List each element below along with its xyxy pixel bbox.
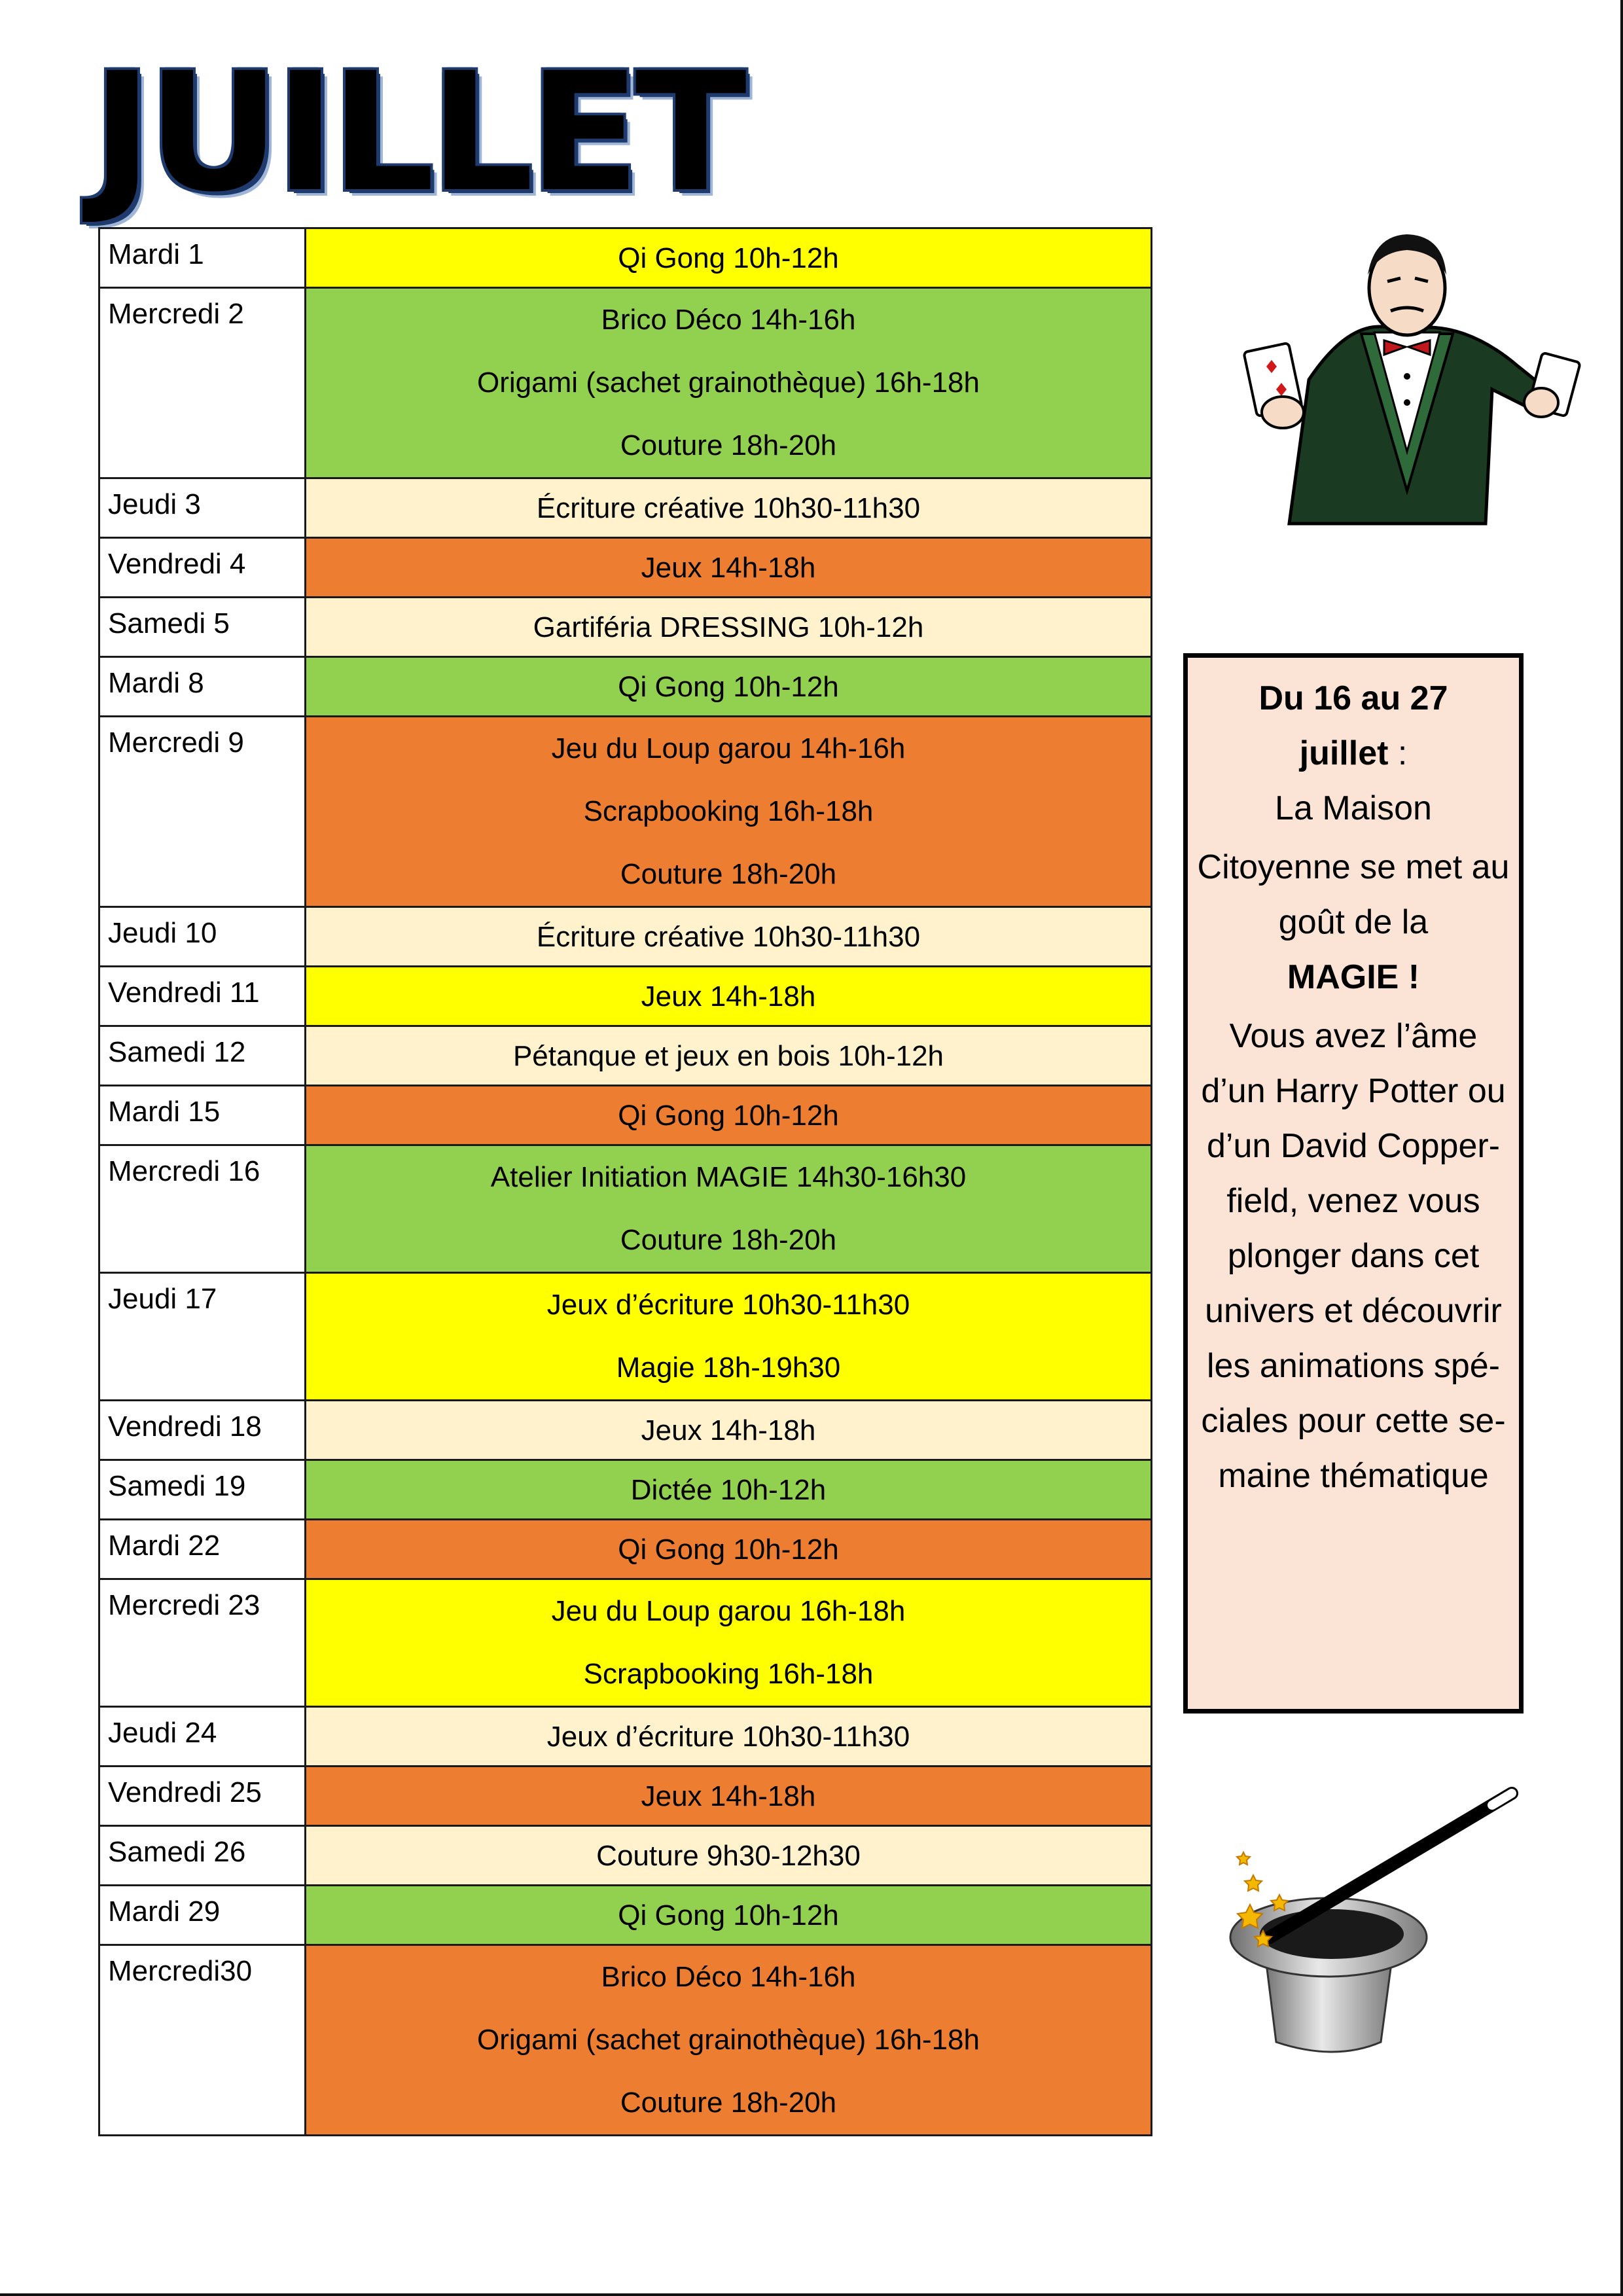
activity-item: Couture 9h30-12h30: [596, 1840, 861, 1872]
activities-cell: [306, 1401, 1152, 1460]
activity-item: Écriture créative 10h30-11h30: [536, 492, 921, 524]
activities-cell: [306, 1460, 1152, 1520]
activity-item: Brico Déco 14h-16h: [601, 1961, 856, 1993]
schedule-row: [99, 1026, 1152, 1086]
day-cell: Mercredi30: [99, 1945, 306, 2136]
activities-cell: [306, 967, 1152, 1026]
magician-illustration: [1211, 216, 1590, 530]
day-cell: Mercredi 16: [99, 1145, 306, 1273]
schedule-row: [99, 1579, 1152, 1707]
schedule-row: [99, 1086, 1152, 1145]
activities-cell: [306, 228, 1152, 288]
schedule-row: [99, 1520, 1152, 1579]
activity-item: Jeu du Loup garou 14h-16h: [551, 732, 906, 764]
day-cell: Samedi 5: [99, 598, 306, 657]
activity-item: Jeu du Loup garou 16h-18h: [551, 1595, 906, 1627]
activity-item: Jeux 14h-18h: [641, 980, 816, 1013]
activity-item: Qi Gong 10h-12h: [618, 242, 839, 274]
page-title: JUILLET: [92, 37, 741, 228]
activity-item: Couture 18h-20h: [620, 858, 837, 890]
activity-item: Pétanque et jeux en bois 10h-12h: [512, 1040, 944, 1072]
activity-item: Scrapbooking 16h-18h: [583, 1658, 874, 1690]
activities-cell: [306, 598, 1152, 657]
info-box: [1183, 653, 1524, 1713]
day-cell: Vendredi 4: [99, 538, 306, 598]
info-heading-suffix: :: [1388, 734, 1408, 772]
activities-cell: [306, 538, 1152, 598]
schedule-row: [99, 907, 1152, 967]
day-cell: Jeudi 10: [99, 907, 306, 967]
activities-cell: [306, 907, 1152, 967]
schedule-row: [99, 1707, 1152, 1767]
activity-item: Qi Gong 10h-12h: [618, 1100, 839, 1132]
activity-item: Écriture créative 10h30-11h30: [536, 921, 921, 953]
activity-item: Magie 18h-19h30: [616, 1352, 841, 1384]
schedule-row: [99, 1826, 1152, 1886]
activities-cell: [306, 1767, 1152, 1826]
activity-item: Jeux 14h-18h: [641, 1780, 816, 1812]
schedule-row: [99, 1273, 1152, 1401]
schedule-row: [99, 1401, 1152, 1460]
day-cell: Samedi 12: [99, 1026, 306, 1086]
activity-item: Brico Déco 14h-16h: [601, 304, 856, 336]
info-line4: Citoyenne se met au goût de la: [1197, 848, 1510, 941]
day-cell: Vendredi 18: [99, 1401, 306, 1460]
info-emphasis: MAGIE !: [1287, 958, 1420, 996]
day-cell: Mardi 8: [99, 657, 306, 717]
activity-item: Couture 18h-20h: [620, 2087, 837, 2119]
activity-item: Scrapbooking 16h-18h: [583, 795, 874, 827]
activity-item: Atelier Initiation MAGIE 14h30-16h30: [490, 1161, 967, 1193]
day-cell: Vendredi 25: [99, 1767, 306, 1826]
activity-item: Qi Gong 10h-12h: [618, 1534, 839, 1566]
activity-item: Couture 18h-20h: [620, 429, 837, 461]
schedule-row: [99, 717, 1152, 907]
schedule-row: [99, 1145, 1152, 1273]
activities-cell: [306, 1026, 1152, 1086]
day-cell: Jeudi 3: [99, 478, 306, 538]
activities-cell: [306, 717, 1152, 907]
schedule-body: [99, 228, 1152, 2136]
schedule-table: [98, 227, 1152, 2136]
schedule-row: [99, 538, 1152, 598]
day-cell: Mardi 29: [99, 1886, 306, 1945]
activities-cell: [306, 1145, 1152, 1273]
activity-item: Origami (sachet grainothèque) 16h-18h: [476, 2024, 980, 2056]
day-cell: Mercredi 2: [99, 288, 306, 478]
activity-item: Origami (sachet grainothèque) 16h-18h: [476, 367, 980, 399]
activities-cell: [306, 1579, 1152, 1707]
day-cell: Samedi 19: [99, 1460, 306, 1520]
activities-cell: [306, 1086, 1152, 1145]
schedule-row: [99, 967, 1152, 1026]
activity-item: Jeux 14h-18h: [641, 1414, 816, 1446]
activities-cell: [306, 288, 1152, 478]
activities-cell: [306, 1707, 1152, 1767]
activities-cell: [306, 657, 1152, 717]
activities-cell: [306, 1273, 1152, 1401]
schedule-row: [99, 657, 1152, 717]
activity-item: Qi Gong 10h-12h: [618, 1899, 839, 1931]
activity-item: Gartiféria DRESSING 10h-12h: [533, 611, 924, 643]
schedule-row: [99, 1460, 1152, 1520]
day-cell: Mardi 22: [99, 1520, 306, 1579]
activities-cell: [306, 1886, 1152, 1945]
info-heading-line1: Du 16 au 27: [1258, 679, 1448, 717]
info-heading-line2: juillet: [1299, 734, 1389, 772]
magic-hat-illustration: [1224, 1780, 1531, 2068]
activities-cell: [306, 1945, 1152, 2136]
schedule-row: [99, 288, 1152, 478]
schedule-row: [99, 478, 1152, 538]
activity-item: Jeux d’écriture 10h30-11h30: [546, 1721, 910, 1753]
info-line3: La Maison: [1275, 789, 1432, 827]
activity-item: Qi Gong 10h-12h: [618, 671, 839, 703]
activity-item: Jeux 14h-18h: [641, 552, 816, 584]
day-cell: Mardi 15: [99, 1086, 306, 1145]
day-cell: Mercredi 23: [99, 1579, 306, 1707]
activity-item: Couture 18h-20h: [620, 1224, 837, 1256]
schedule-row: [99, 1767, 1152, 1826]
activities-cell: [306, 1826, 1152, 1886]
activities-cell: [306, 1520, 1152, 1579]
schedule-row: [99, 1945, 1152, 2136]
info-body: Vous avez l’âme d’un Harry Potter ou d’un David Copper-field, venez vous plonger dans cet univers et découvrir les animations spé-ciales pour cette se-maine thématique: [1201, 1017, 1506, 1495]
activities-cell: [306, 478, 1152, 538]
day-cell: Jeudi 17: [99, 1273, 306, 1401]
day-cell: Mercredi 9: [99, 717, 306, 907]
schedule-row: [99, 598, 1152, 657]
day-cell: Samedi 26: [99, 1826, 306, 1886]
day-cell: Vendredi 11: [99, 967, 306, 1026]
schedule-row: [99, 228, 1152, 288]
activity-item: Dictée 10h-12h: [630, 1474, 827, 1506]
schedule-row: [99, 1886, 1152, 1945]
day-cell: Jeudi 24: [99, 1707, 306, 1767]
day-cell: Mardi 1: [99, 228, 306, 288]
activity-item: Jeux d’écriture 10h30-11h30: [546, 1289, 910, 1321]
